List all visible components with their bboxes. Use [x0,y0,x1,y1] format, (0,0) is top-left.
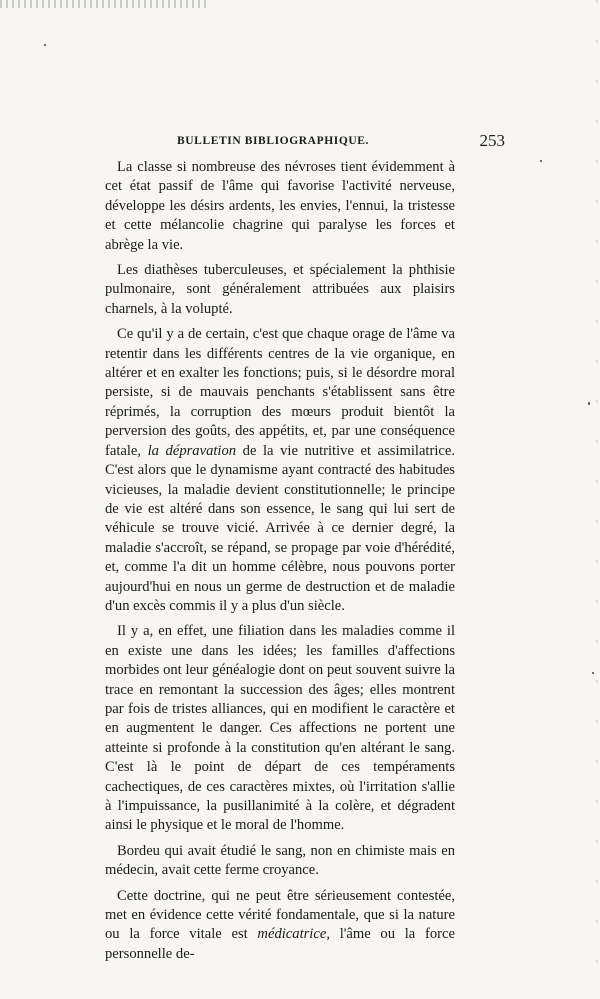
scan-speck [44,44,46,46]
paragraph [105,887,455,965]
scan-speck [540,160,542,162]
text-run: Il y a, en effet, une filiation dans les maladies comme il en existe une dans les idées; les familles d'affections morbides ont leur généalogie dont on peut souvent suivre la trace en remontant la succession des âges; elles montrent par fois de tristes alliances, qui en modifient le caractère et en augmentent le danger. Ces affections ne portent une atteinte si profonde à la constitution qu'en altérant le sang. C'est là le point de départ de ces tempéraments cachectiques, de ces caractères mixtes, où l'irritation s'allie à l'impuissance, la pusillanimité à la colère, et dégradent ainsi le physique et le moral de l'homme. [105,623,455,834]
italic-run: la dépravation [147,442,237,459]
paragraph [105,261,455,319]
paragraph [105,842,455,881]
scan-edge-noise [0,0,210,8]
text-run: Les diathèses tuberculeuses, et spécialement la phthisie pulmonaire, sont généralement attribuées aux plaisirs charnels, à la volupté. [105,262,455,317]
text-run: , l'âme ou la force personnelle de- [105,926,455,962]
text-run: Bordeu qui avait étudié le sang, non en chimiste mais en médecin, avait cette ferme croyance. [105,842,455,879]
scan-speck [592,672,594,674]
running-title: BULLETIN BIBLIOGRAPHIQUE. [177,135,370,147]
text-run: Ce qu'il y a de certain, c'est que chaque orage de l'âme va retentir dans les différents centres de la vie organique, en altérer et en exalter les fonctions; puis, si le désordre moral persiste, si de mauvais penchants s'établissent sans être réprimés, la corruption des mœurs produit bientôt la perversion des goûts, des appétits, et, par une conséquence fatale, [105,326,455,459]
text-run: de la vie nutritive et assimilatrice. C'est alors que le dynamisme ayant contracté des habitudes vicieuses, la maladie devient constitutionnelle; le principe de vie est altéré dans son essence, le sang qui lui sert de véhicule se trouve vicié. Arrivée à ce dernier degré, la maladie s'accroît, se répand, se propage par voie d'hérédité, et, comme l'a dit un homme célèbre, nous pouvons porter aujourd'hui en nous un germe de destruction et de maladie d'un excès commis il y a plus d'un siècle. [105,442,456,614]
page-number: 253 [479,131,505,150]
scan-speck [588,402,590,405]
running-head [105,131,505,151]
italic-run: médicatrice [257,926,327,943]
scan-right-edge [596,0,598,999]
text-run: Cette doctrine, qui ne peut être sérieusement contestée, met en évidence cette vérité fondamentale, que si la nature ou la force vitale est [105,887,455,943]
text-run: La classe si nombreuse des névroses tient évidemment à cet état passif de l'âme qui favorise l'activité nerveuse, développe les désirs ardents, les envies, l'ennui, la tristesse et cette mélancolie chagrine qui paralyse les forces et abrège la vie. [105,159,455,253]
paragraph [105,325,455,616]
paragraph [105,622,455,835]
body-text [105,158,455,970]
paragraph [105,158,455,255]
